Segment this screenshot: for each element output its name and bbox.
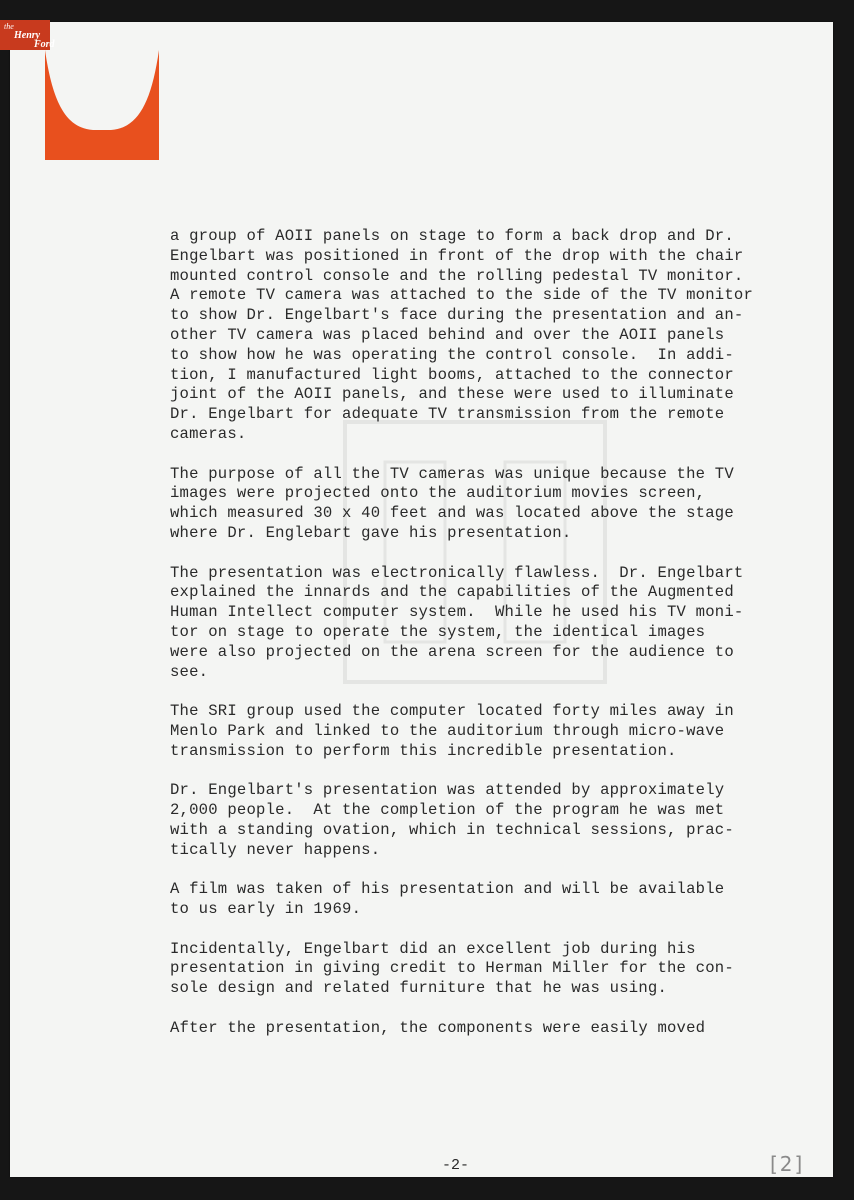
text-line: sole design and related furniture that he was using. [170,979,668,998]
badge-line-3: Ford [34,39,55,50]
text-line: Dr. Engelbart for adequate TV transmission from the remote [170,405,725,424]
text-line: Dr. Engelbart's presentation was attended by approximately [170,781,725,800]
paragraph [170,1019,830,1039]
paragraph [170,564,830,683]
text-line: The purpose of all the TV cameras was unique because the TV [170,464,734,483]
text-line: Menlo Park and linked to the auditorium through micro-wave [170,721,725,740]
paragraph [170,227,830,445]
letter-body [170,227,830,1058]
text-line: mounted control console and the rolling pedestal TV monitor. [170,266,744,285]
text-line: A film was taken of his presentation and will be available [170,880,725,899]
paragraph [170,940,830,999]
text-line: a group of AOII panels on stage to form a back drop and Dr. [170,227,734,245]
text-line: The SRI group used the computer located forty miles away in [170,702,734,721]
text-line: The presentation was electronically flawless. Dr. Engelbart [170,563,744,582]
text-line: to us early in 1969. [170,900,362,919]
text-line: 2,000 people. At the completion of the program he was met [170,801,725,820]
text-line: to show how he was operating the control console. In addi- [170,345,734,364]
text-line: where Dr. Englebart gave his presentation. [170,523,572,542]
paragraph [170,465,830,544]
archive-stamp: [2] [770,1152,805,1176]
text-line: explained the innards and the capabilities of the Augmented [170,583,734,602]
text-line: tically never happens. [170,840,381,859]
text-line: with a standing ovation, which in technical sessions, prac- [170,820,734,839]
text-line: Incidentally, Engelbart did an excellent job during his [170,939,696,958]
text-line: images were projected onto the auditorium movies screen, [170,484,706,503]
text-line: cameras. [170,424,247,443]
text-line: Engelbart was positioned in front of the drop with the chair [170,246,744,265]
text-line: other TV camera was placed behind and over the AOII panels [170,325,725,344]
paragraph [170,880,830,920]
text-line: were also projected on the arena screen for the audience to [170,642,734,661]
text-line: tion, I manufactured light booms, attached to the connector [170,365,734,384]
text-line: transmission to perform this incredible presentation. [170,741,677,760]
text-line: Human Intellect computer system. While he used his TV moni- [170,603,744,622]
badge-line-2: Henry [14,30,41,41]
text-line: see. [170,662,209,681]
text-line: joint of the AOII panels, and these were used to illuminate [170,385,734,404]
page-number: -2- [442,1157,470,1174]
text-line: A remote TV camera was attached to the side of the TV monitor [170,286,754,305]
text-line: presentation in giving credit to Herman Miller for the con- [170,959,734,978]
text-line: which measured 30 x 40 feet and was located above the stage [170,504,734,523]
paragraph [170,702,830,761]
text-line: to show Dr. Engelbart's face during the presentation and an- [170,306,744,325]
badge-line-1: the [4,22,14,31]
henry-ford-badge [0,20,55,50]
paragraph [170,781,830,860]
text-line: After the presentation, the components were easily moved [170,1018,706,1037]
document-page [10,22,833,1177]
text-line: tor on stage to operate the system, the identical images [170,622,706,641]
herman-miller-logo-icon [45,50,159,160]
